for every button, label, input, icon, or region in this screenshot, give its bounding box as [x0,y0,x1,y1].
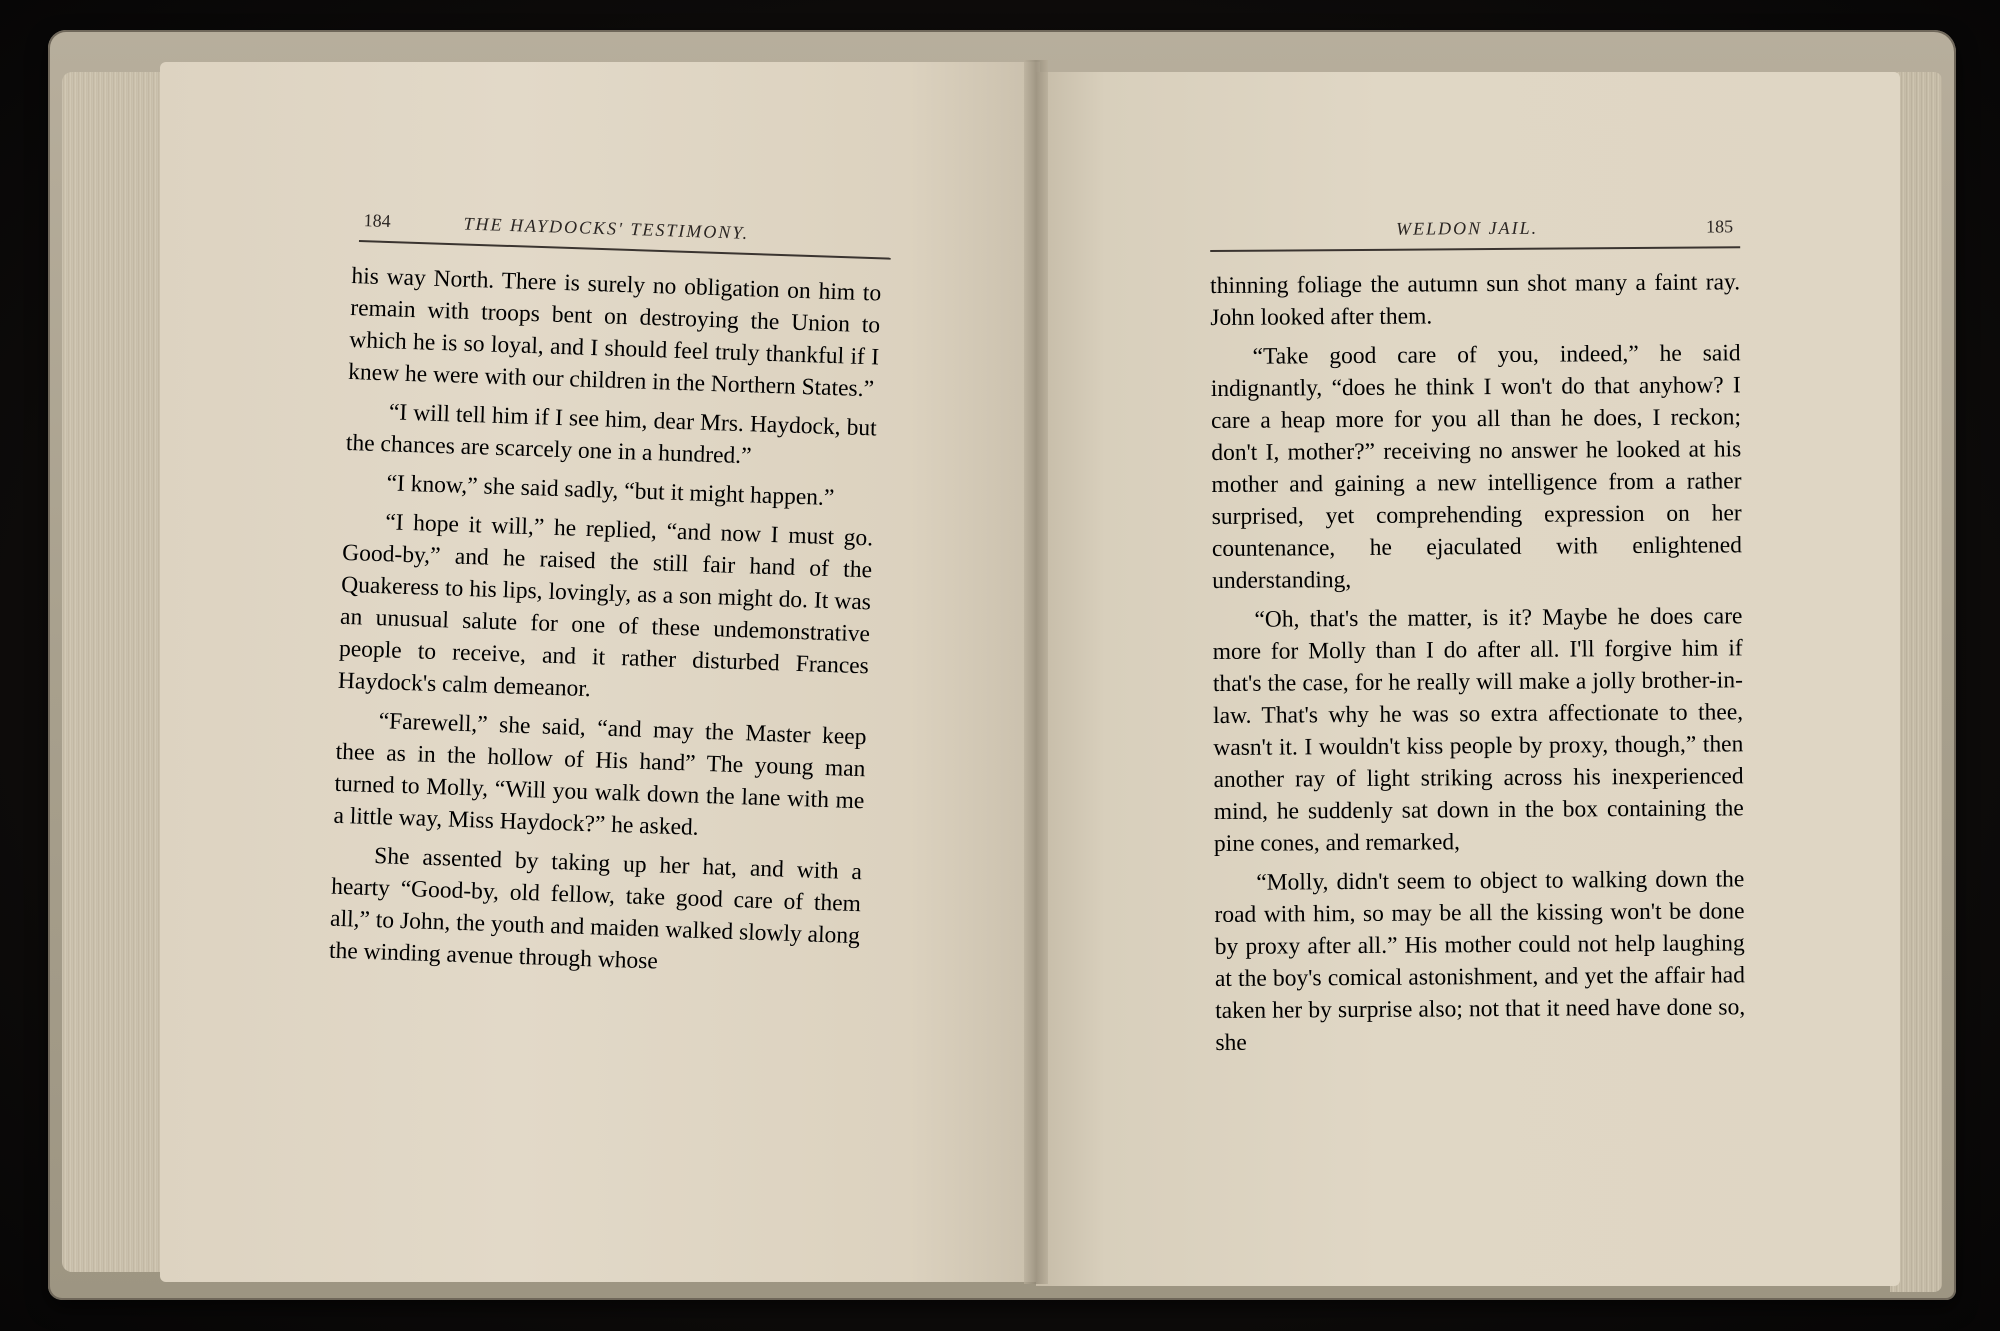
right-paragraph-2: “Take good care of you, indeed,” he said indignantly, “does he think I won't do that anyhow? I care a heap more for you all than he does, I reckon; don't I, mother?” receiving no answer he looked at his mother and gaining a new intelligence from a rather surprised, yet comprehending expression on her countenance, he ejaculated with enlightened understanding, [1210,340,1743,594]
left-page-number: 184 [363,210,391,232]
left-paragraph-1: his way North. There is surely no obligation on him to remain with troops bent on destroying the Union to which he is so loyal, and I should feel truly thankful if I knew he were with our children in the Northern States.” [347,262,882,403]
left-paragraph-5: “Farewell,” she said, “and may the Master keep thee as in the hollow of His hand” The young man turned to Molly, “Will you walk down the lane with me a little way, Miss Haydock?” he asked. [333,708,867,841]
left-page-text [329,260,882,984]
left-paragraph-3: “I know,” she said sadly, “but it might happen.” [386,470,835,512]
right-page-text [1210,266,1745,1059]
left-paragraph-2: “I will tell him if I see him, dear Mrs. Haydock, but the chances are scarcely one in a hundred.” [345,399,878,470]
book-gutter [1024,60,1048,1284]
left-paragraph-6: She assented by taking up her hat, and with a hearty “Good-by, old fellow, take good care of them all,” to John, the youth and maiden walked slowly along the winding avenue through whose [328,843,863,975]
right-paragraph-4: “Molly, didn't seem to object to walking down the road with him, so may be all the kissing won't be done by proxy after all.” His mother could not help laughing at the boy's comical astonishment, and yet the affair had taken her by surprise also; not that it need have done so, she [1214,866,1746,1056]
right-running-title: WELDON JAIL. [1395,217,1539,239]
left-paragraph-4: “I hope it will,” he replied, “and now I must go. Good-by,” and he raised the still fair hand of the Quakeress to his lips, lovingly, as a son might do. It was an unusual salute for one of these undemonstrative people to receive, and it rather disturbed Frances Haydock's calm demeanor. [337,509,874,703]
right-paragraph-1: thinning foliage the autumn sun shot many a faint ray. John looked after them. [1210,269,1741,331]
right-page-header [1210,216,1740,260]
right-header-rule [1210,246,1740,252]
left-running-title: THE HAYDOCKS' TESTIMONY. [463,213,750,243]
right-page-number: 185 [1705,216,1734,237]
right-paragraph-3: “Oh, that's the matter, is it? Maybe he does care more for Molly than I do after all. I'll forgive him if that's the case, for he really will make a jolly brother-in-law. That's why he was so extra affectionate to thee, wasn't it. I wouldn't kiss people by proxy, though,” then another ray of light striking across his inexperienced mind, he suddenly sat down in the box containing the pine cones, and remarked, [1212,603,1744,857]
